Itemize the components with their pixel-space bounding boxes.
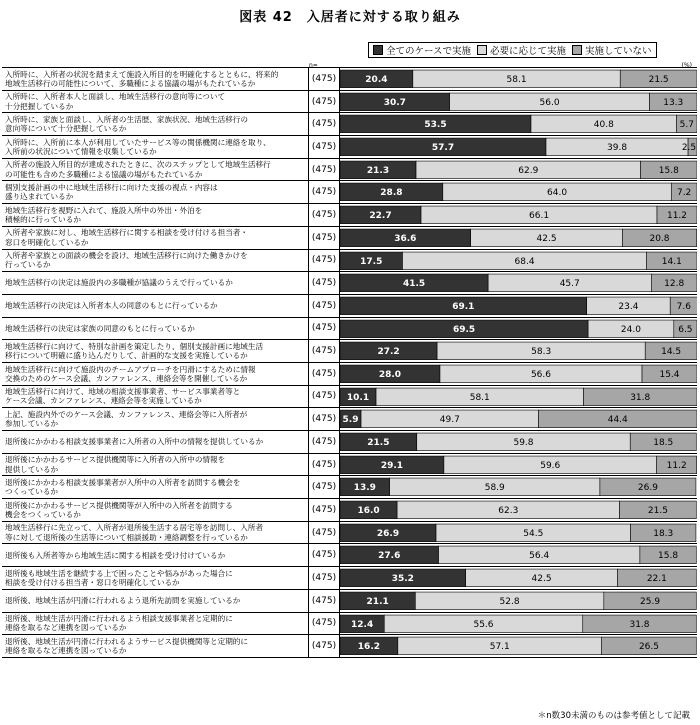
chart-row (2, 159, 697, 182)
bar-svg (340, 318, 697, 340)
bar-svg (340, 91, 697, 113)
n-count: (475) (308, 113, 340, 135)
data-label-sometimes: 49.7 (439, 415, 460, 426)
n-count: (475) (308, 613, 340, 635)
data-label-never: 31.8 (630, 392, 651, 403)
n-count: (475) (308, 386, 340, 408)
data-label-always: 27.6 (378, 551, 401, 562)
bar-svg (340, 340, 697, 362)
legend-item-never (572, 43, 652, 57)
data-label-always: 69.1 (452, 301, 475, 312)
data-label-sometimes: 56.4 (529, 551, 550, 562)
bar-svg (340, 113, 697, 135)
bar-svg (340, 522, 697, 544)
data-label-sometimes: 56.0 (539, 97, 560, 108)
data-label-always: 28.8 (380, 188, 403, 199)
data-label-sometimes: 54.5 (523, 528, 544, 539)
bar-svg (340, 181, 697, 203)
data-label-always: 29.1 (380, 460, 404, 471)
bar-svg (340, 295, 697, 317)
chart-row (2, 613, 697, 636)
data-label-never: 11.2 (666, 460, 687, 471)
chart-row (2, 68, 697, 91)
data-label-sometimes: 64.0 (547, 188, 568, 199)
chart-row (2, 181, 697, 204)
n-count: (475) (308, 499, 340, 521)
bar-svg (340, 476, 697, 498)
data-label-never: 15.8 (658, 551, 679, 562)
bar-svg (340, 635, 697, 657)
category-label: 入所者や家族との面談の機会を設け、地域生活移行に向けた働きかけを 行っているか (5, 251, 248, 270)
bar-svg (340, 567, 697, 589)
category-label: 入所時に、入所者本人と面談し、地域生活移行の意向等について 十分把握しているか (5, 92, 226, 111)
n-count: (475) (308, 181, 340, 203)
bar-svg (340, 408, 697, 430)
data-label-never: 14.1 (661, 256, 682, 267)
bar-svg (340, 227, 697, 249)
chart-row (2, 250, 697, 273)
data-label-never: 26.5 (638, 642, 660, 653)
data-label-always: 13.9 (353, 483, 376, 494)
chart-row (2, 272, 697, 295)
chart-row (2, 522, 697, 545)
n-count: (475) (308, 318, 340, 340)
data-label-always: 41.5 (402, 279, 426, 290)
n-count: (475) (308, 91, 340, 113)
category-label: 地域生活移行に向けて施設内のチームアプローチを円滑にするために情報 交換のためのケース会議、カンファレンス、連絡会等を開催しているか (5, 364, 256, 383)
data-label-always: 35.2 (391, 574, 414, 585)
legend-swatch-sometimes (477, 45, 487, 55)
data-label-sometimes: 56.6 (530, 369, 552, 380)
data-label-never: 18.3 (653, 528, 674, 539)
data-label-sometimes: 23.4 (618, 301, 639, 312)
category-label: 退所後も入所者等から地域生活に関する相談を受け付けているか (5, 550, 226, 560)
bar-svg (340, 454, 697, 476)
chart-row (2, 454, 697, 477)
chart-row (2, 295, 697, 318)
n-count: (475) (308, 476, 340, 498)
n-count: (475) (308, 250, 340, 272)
bar-svg (340, 204, 697, 226)
chart-row (2, 499, 697, 522)
data-label-always: 21.1 (366, 596, 389, 607)
category-label: 上記、施設内外でのケース会議、カンファレンス、連絡会等に入所者が 参加しているか (5, 409, 248, 429)
data-label-always: 28.0 (378, 369, 402, 380)
bar-svg (340, 499, 697, 521)
n-count: (475) (308, 272, 340, 294)
data-label-always: 21.3 (366, 165, 390, 176)
chart-title: 図表 42 入居者に対する取り組み (239, 10, 461, 25)
percent-unit-label: (%) (681, 62, 692, 69)
data-label-never: 12.8 (664, 279, 685, 290)
data-label-sometimes: 55.6 (473, 619, 494, 630)
chart-row (2, 567, 697, 590)
bar-svg (340, 136, 697, 158)
category-label: 退所後にかかわるサービス提供機関等に入所者の入所中の情報を 提供しているか (5, 455, 226, 474)
data-label-always: 17.5 (360, 256, 383, 267)
footnote: ＊n数30未満のものは参考値として記載 (537, 711, 690, 721)
category-label: 地域生活移行に先立って、入所者が退所後生活する居宅等を訪問し、入所者 等に対して退所後の生活等について相談援助・連絡調整を行っているか (5, 523, 264, 542)
n-column-header: n= (309, 62, 318, 69)
n-count: (475) (308, 340, 340, 362)
data-label-always: 30.7 (383, 97, 406, 108)
data-label-sometimes: 24.0 (620, 324, 641, 335)
chart-row (2, 340, 697, 363)
data-label-never: 21.5 (647, 506, 668, 517)
data-label-sometimes: 58.9 (484, 483, 505, 494)
data-label-never: 7.2 (676, 188, 692, 199)
category-label: 退所後、地域生活が円滑に行われるよう相談支援事業者と定期的に 連絡を取るなど連携を図っているか (5, 614, 233, 633)
data-label-never: 25.9 (640, 596, 661, 607)
data-label-always: 16.2 (357, 642, 381, 653)
chart-row (2, 136, 697, 159)
data-label-never: 5.7 (679, 120, 694, 131)
stacked-bar-table (2, 67, 697, 658)
data-label-sometimes: 57.1 (489, 642, 510, 653)
data-label-always: 26.9 (376, 528, 400, 539)
data-label-sometimes: 59.6 (540, 460, 561, 471)
chart-row (2, 113, 697, 136)
data-label-always: 27.2 (377, 347, 400, 358)
n-count: (475) (308, 590, 340, 612)
legend-label-never: 実施していない (585, 46, 652, 57)
chart-row (2, 476, 697, 499)
legend-item-always (373, 43, 471, 57)
n-count: (475) (308, 227, 340, 249)
category-label: 退所後にかかわる相談支援事業者が入所中の入所者を訪問する機会を つくっているか (5, 478, 241, 497)
data-label-always: 5.9 (342, 415, 359, 426)
category-label: 地域生活移行に向けて、特別な計画を策定したり、個別支援計画に地域生活 移行について明確に盛り込んだりして、計画的な支援を実施しているか (5, 341, 264, 361)
data-label-sometimes: 62.9 (518, 165, 539, 176)
chart-row (2, 91, 697, 114)
category-label: 入所者や家族に対し、地域生活移行に関する相談を受け付ける担当者・ 窓口を明確化しているか (5, 228, 248, 247)
bar-svg (340, 386, 697, 408)
n-count: (475) (308, 522, 340, 544)
n-count: (475) (308, 408, 340, 430)
category-label: 地域生活移行を視野に入れて、施設入所中の外出・外泊を 積極的に行っているか (5, 205, 203, 224)
data-label-never: 11.2 (666, 211, 688, 222)
data-label-sometimes: 58.1 (506, 75, 527, 86)
data-label-sometimes: 40.8 (593, 120, 614, 131)
data-label-sometimes: 42.5 (531, 574, 552, 585)
legend-swatch-always (373, 45, 383, 55)
data-label-never: 7.6 (676, 301, 691, 312)
category-label: 個別支援計画の中に地域生活移行に向けた支援の視点・内容は 盛り込まれているか (5, 183, 218, 202)
data-label-never: 21.5 (648, 75, 669, 86)
data-label-always: 16.0 (357, 506, 380, 517)
n-count: (475) (308, 567, 340, 589)
chart-row (2, 318, 697, 341)
category-label: 地域生活移行に向けて、地域の相談支援事業者、サービス事業者等と ケース会議、カンファレンス、連絡会等を実施しているか (5, 387, 241, 406)
data-label-never: 18.5 (653, 438, 674, 449)
data-label-sometimes: 52.8 (499, 596, 520, 607)
category-label: 退所後にかかわる相談支援事業者に入所者の入所中の情報を提供しているか (5, 437, 264, 447)
n-count: (475) (308, 159, 340, 181)
category-label: 入所時に、入所前に本人が利用していたサービス等の関係機関に連絡を取り、 入所前の状況について情報を収集しているか (5, 137, 271, 156)
chart-legend (368, 42, 657, 58)
chart-row (2, 544, 697, 567)
data-label-sometimes: 58.1 (469, 392, 490, 403)
n-count: (475) (308, 544, 340, 566)
bar-svg (340, 363, 697, 385)
data-label-sometimes: 68.4 (514, 256, 535, 267)
data-label-never: 44.4 (607, 415, 628, 426)
data-label-sometimes: 39.8 (607, 143, 628, 154)
bar-svg (340, 544, 697, 566)
bar-svg (340, 159, 697, 181)
legend-item-sometimes (477, 43, 566, 57)
data-label-never: 14.5 (661, 347, 682, 358)
data-label-never: 31.8 (629, 619, 650, 630)
n-count: (475) (308, 363, 340, 385)
data-label-never: 15.8 (658, 165, 679, 176)
chart-row (2, 408, 697, 431)
category-label: 入所者の施設入所目的が達成されたときに、次のステップとして地域生活移行 の可能性も含めた多職種による協議の場がもたれているか (5, 160, 271, 179)
data-label-never: 6.5 (678, 324, 693, 335)
data-label-never: 22.1 (646, 574, 667, 585)
data-label-always: 21.5 (367, 438, 390, 449)
legend-label-always: 全てのケースで実施 (386, 46, 472, 57)
bar-svg (340, 250, 697, 272)
data-label-sometimes: 45.7 (559, 279, 580, 290)
chart-row (2, 227, 697, 250)
category-label: 地域生活移行の決定は家族の同意のもとに行っているか (5, 323, 195, 333)
data-label-sometimes: 42.5 (536, 233, 557, 244)
n-count: (475) (308, 635, 340, 657)
bar-svg (340, 431, 697, 453)
n-count: (475) (308, 68, 340, 90)
legend-swatch-never (572, 45, 582, 55)
n-count: (475) (308, 454, 340, 476)
legend-label-sometimes: 必要に応じて実施 (490, 46, 567, 57)
data-label-sometimes: 62.3 (498, 506, 519, 517)
data-label-never: 15.4 (659, 369, 680, 380)
category-label: 退所後、地域生活が円滑に行われるようサービス提供機関等と定期的に 連絡を取るなど連携を図っているか (5, 636, 248, 656)
n-count: (475) (308, 204, 340, 226)
category-label: 退所後にかかわるサービス提供機関等が入所中の入所者を訪問する 機会をつくっているか (5, 500, 233, 519)
category-label: 地域生活移行の決定は施設内の多職種が協議のうえで行っているか (5, 278, 233, 288)
data-label-never: 26.9 (637, 483, 658, 494)
chart-row (2, 386, 697, 409)
chart-row (2, 363, 697, 386)
data-label-always: 53.5 (424, 120, 447, 131)
data-label-always: 69.5 (452, 324, 476, 335)
data-label-never: 20.8 (649, 233, 670, 244)
bar-svg (340, 590, 697, 612)
data-label-always: 22.7 (369, 211, 392, 222)
data-label-sometimes: 66.1 (529, 211, 550, 222)
data-label-always: 12.4 (351, 619, 374, 630)
chart-row (2, 635, 697, 658)
chart-row (2, 590, 697, 613)
n-count: (475) (308, 136, 340, 158)
data-label-always: 57.7 (431, 143, 455, 154)
category-label: 入所時に、入所者の状況を踏まえて施設入所目的を明確化するとともに、将来的 地域生活移行の可能性について、多職種による協議の場がもたれているか (5, 69, 279, 88)
data-label-always: 36.6 (394, 233, 417, 244)
bar-svg (340, 272, 697, 294)
chart-row (2, 431, 697, 454)
category-label: 地域生活移行の決定は入所者本人の同意のもとに行っているか (5, 301, 218, 311)
data-label-sometimes: 58.3 (531, 347, 552, 358)
data-label-always: 10.1 (346, 392, 370, 403)
n-count: (475) (308, 295, 340, 317)
n-count: (475) (308, 431, 340, 453)
category-label: 退所後も地域生活を継続する上で困ったことや悩みがあった場合に 相談を受け付ける担当者・窓口を明確化しているか (5, 568, 233, 587)
bar-svg (340, 68, 697, 90)
data-label-never: 2.5 (681, 143, 697, 154)
chart-row (2, 204, 697, 227)
category-label: 入所時に、家族と面談し、入所者の生活歴、家族状況、地域生活移行の 意向等について十分把握しているか (5, 115, 248, 134)
data-label-always: 20.4 (365, 75, 388, 86)
category-label: 退所後、地域生活が円滑に行われるよう退所先訪問を実施しているか (5, 596, 241, 606)
bar-svg (340, 613, 697, 635)
data-label-sometimes: 59.8 (513, 438, 534, 449)
data-label-never: 13.3 (663, 97, 684, 108)
